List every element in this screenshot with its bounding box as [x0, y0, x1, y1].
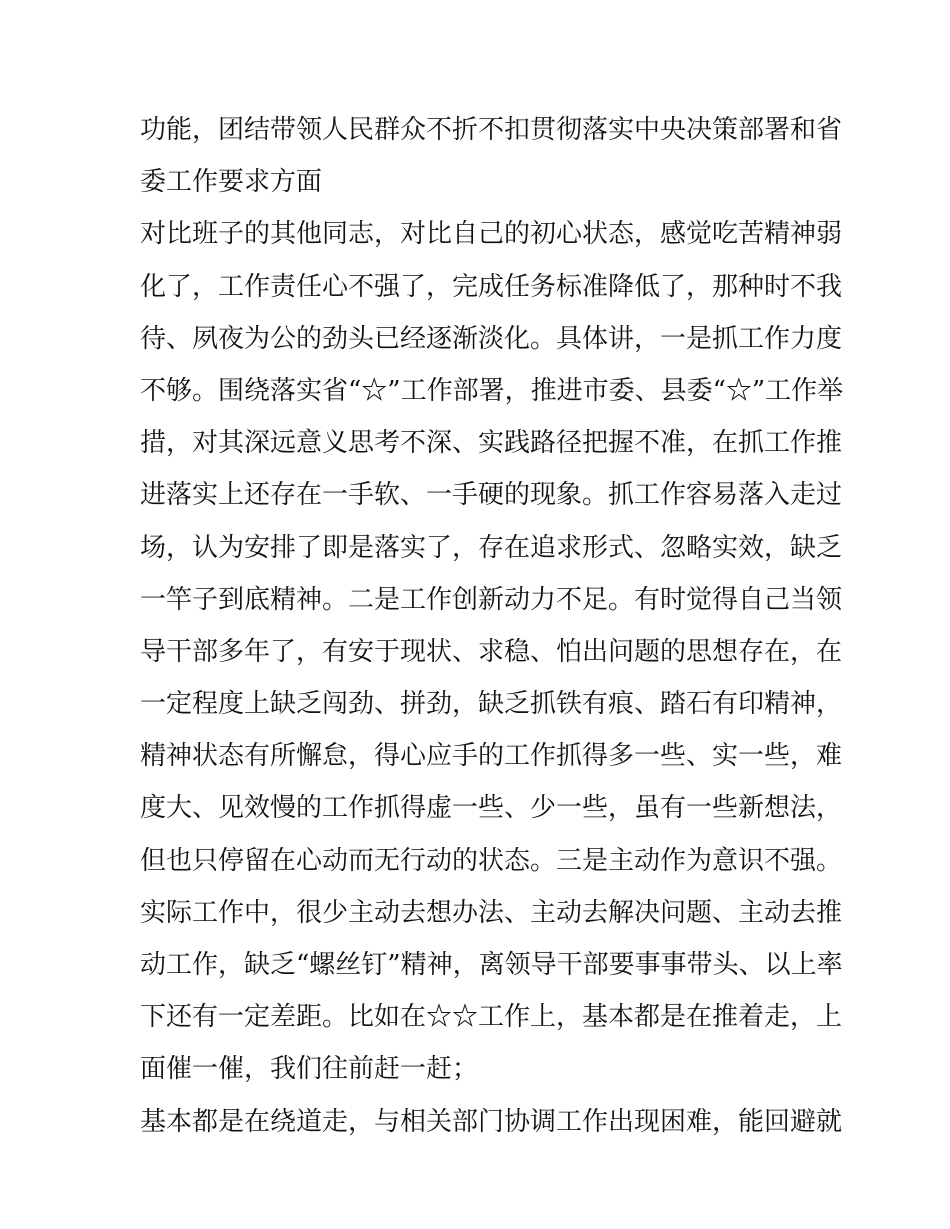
text-line-14: 度大、见效慢的工作抓得虚一些、少一些，虽有一些新想法， [140, 793, 843, 824]
text-line-13: 精神状态有所懈怠，得心应手的工作抓得多一些、实一些，难 [140, 741, 843, 772]
text-line-9: 场，认为安排了即是落实了，存在追求形式、忽略实效，缺乏 [140, 532, 843, 563]
text-line-4: 化了，工作责任心不强了，完成任务标准降低了，那种时不我 [140, 271, 843, 302]
text-line-12: 一定程度上缺乏闯劲、拼劲，缺乏抓铁有痕、踏石有印精神， [140, 689, 843, 720]
text-line-19: 面催一催，我们往前赶一赶； [140, 1054, 479, 1085]
text-line-1: 功能，团结带领人民群众不折不扣贯彻落实中央决策部署和省 [140, 115, 843, 145]
text-line-18: 下还有一定差距。比如在☆☆工作上，基本都是在推着走，上 [140, 1002, 843, 1033]
text-line-8: 进落实上还存在一手软、一手硬的现象。抓工作容易落入走过 [140, 480, 843, 511]
text-line-15: 但也只停留在心动而无行动的状态。三是主动作为意识不强。 [140, 845, 843, 876]
text-line-6: 不够。围绕落实省“☆”工作部署，推进市委、县委“☆”工作举 [140, 375, 844, 406]
text-line-10: 一竿子到底精神。二是工作创新动力不足。有时觉得自己当领 [140, 584, 843, 615]
text-line-16: 实际工作中，很少主动去想办法、主动去解决问题、主动去推 [140, 897, 843, 928]
text-line-7: 措，对其深远意义思考不深、实践路径把握不准，在抓工作推 [140, 428, 843, 459]
body-text [140, 104, 844, 1148]
text-line-2: 委工作要求方面 [140, 167, 323, 198]
text-line-5: 待、夙夜为公的劲头已经逐渐淡化。具体讲，一是抓工作力度 [140, 323, 843, 354]
text-line-3: 对比班子的其他同志，对比自己的初心状态，感觉吃苦精神弱 [140, 219, 843, 250]
text-line-20: 基本都是在绕道走，与相关部门协调工作出现困难，能回避就 [140, 1106, 843, 1137]
text-line-17: 动工作，缺乏“螺丝钉”精神，离领导干部要事事带头、以上率 [140, 950, 843, 980]
text-line-11: 导干部多年了，有安于现状、求稳、怕出问题的思想存在，在 [140, 636, 843, 667]
